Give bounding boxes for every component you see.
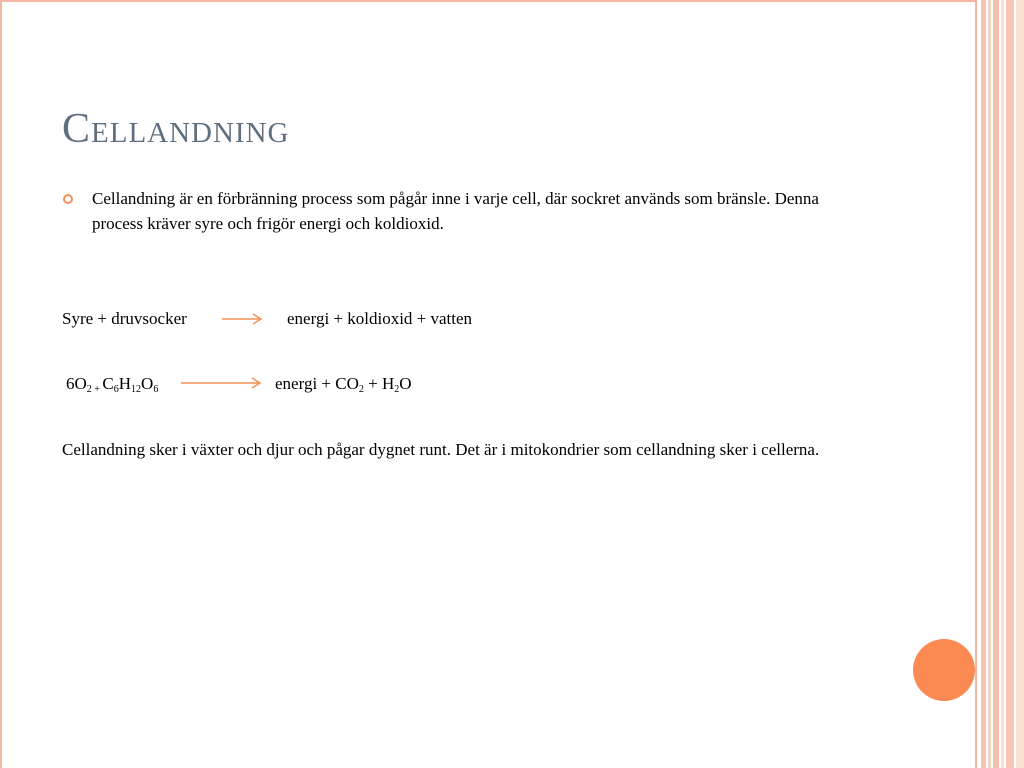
decorative-stripe bbox=[988, 0, 991, 768]
bullet-icon bbox=[63, 194, 73, 204]
arrow-right-icon bbox=[181, 376, 263, 390]
decorative-stripe bbox=[1006, 0, 1014, 768]
decorative-circle bbox=[913, 639, 975, 701]
bullet-text: Cellandning är en förbränning process som pågår inne i varje cell, där sockret används som bränsle. Denna process kräver syre och frigör energi och koldioxid. bbox=[92, 189, 819, 233]
chemical-equation-reactants: $6O_2$ $_+$ $C_6H_{12}O_6$ bbox=[66, 374, 159, 395]
decorative-stripe bbox=[993, 0, 999, 768]
chemical-equation-products: energi + $CO_2 + H_2O$ bbox=[275, 374, 412, 395]
decorative-stripe bbox=[1016, 0, 1024, 768]
word-equation-reactants: Syre + druvsocker bbox=[62, 309, 187, 328]
closing-paragraph: Cellandning sker i växter och djur och pågar dygnet runt. Det är i mitokondrier som cellandning sker i cellerna. bbox=[62, 440, 820, 459]
bullet-item bbox=[60, 186, 840, 236]
decorative-stripe bbox=[981, 0, 986, 768]
word-equation-products: energi + koldioxid + vatten bbox=[287, 309, 473, 328]
slide-title: Cellandning bbox=[62, 106, 290, 152]
arrow-right-icon bbox=[222, 312, 264, 326]
decorative-stripe bbox=[1001, 0, 1004, 768]
chemical-equation bbox=[66, 373, 412, 395]
